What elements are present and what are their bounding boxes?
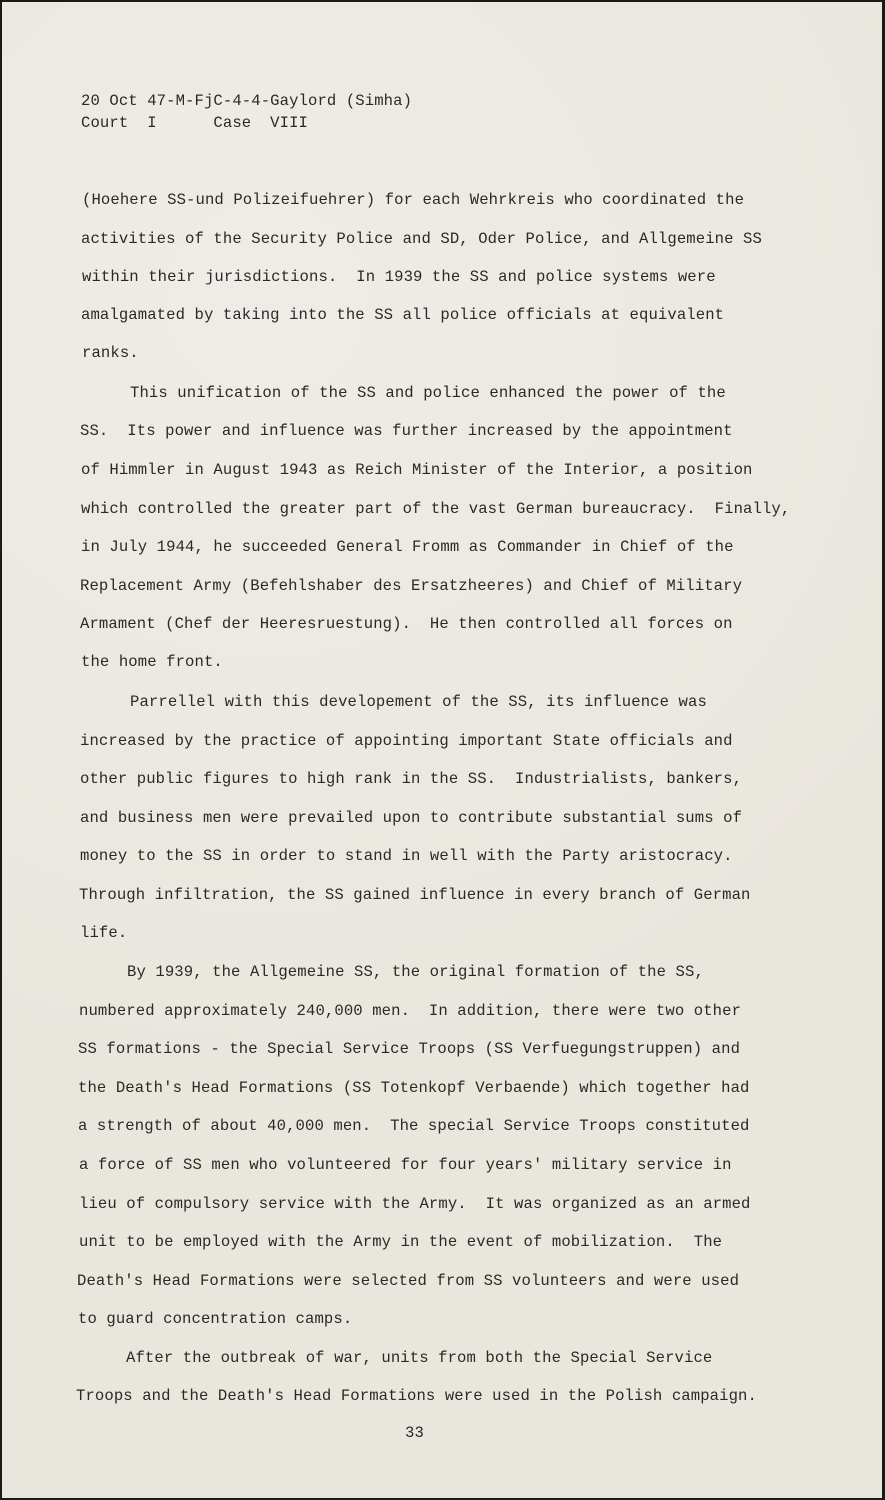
text-line: other public figures to high rank in the SS. Industrialists, bankers, <box>80 770 743 788</box>
text-line: the home front. <box>81 653 223 671</box>
document-page <box>2 2 882 1498</box>
text-line: (Hoehere SS-und Polizeifuehrer) for each Wehrkreis who coordinated the <box>82 191 745 209</box>
text-line: and business men were prevailed upon to contribute substantial sums of <box>80 809 743 827</box>
text-line: life. <box>80 924 128 942</box>
text-line: money to the SS in order to stand in well with the Party aristocracy. <box>80 847 733 865</box>
paragraph-first-line: This unification of the SS and police enhanced the power of the <box>130 384 726 402</box>
text-line: numbered approximately 240,000 men. In addition, there were two other <box>79 1002 742 1020</box>
text-line: ranks. <box>82 344 139 362</box>
paragraph-first-line: After the outbreak of war, units from both the Special Service <box>126 1349 713 1367</box>
text-line: SS. Its power and influence was further increased by the appointment <box>80 422 733 440</box>
paragraph-first-line: By 1939, the Allgemeine SS, the original formation of the SS, <box>127 963 704 981</box>
text-line: unit to be employed with the Army in the event of mobilization. The <box>79 1233 723 1251</box>
text-line: Through infiltration, the SS gained influence in every branch of German <box>79 886 751 904</box>
text-line: which controlled the greater part of the vast German bureaucracy. Finally, <box>81 500 791 518</box>
text-line: a force of SS men who volunteered for four years' military service in <box>79 1156 732 1174</box>
text-line: Replacement Army (Befehlshaber des Ersatzheeres) and Chief of Military <box>80 577 743 595</box>
text-line: lieu of compulsory service with the Army. It was organized as an armed <box>79 1195 751 1213</box>
text-line: Troops and the Death's Head Formations were used in the Polish campaign. <box>76 1387 757 1405</box>
text-line: in July 1944, he succeeded General Fromm as Commander in Chief of the <box>81 538 734 556</box>
text-line: increased by the practice of appointing important State officials and <box>80 732 733 750</box>
text-line: a strength of about 40,000 men. The special Service Troops constituted <box>78 1117 750 1135</box>
header-docket-line: 20 Oct 47-M-FjC-4-4-Gaylord (Simha) <box>81 92 413 110</box>
text-line: SS formations - the Special Service Troops (SS Verfuegungstruppen) and <box>78 1040 741 1058</box>
text-line: of Himmler in August 1943 as Reich Minister of the Interior, a position <box>81 461 753 479</box>
text-line: Death's Head Formations were selected from SS volunteers and were used <box>77 1272 740 1290</box>
header-court-case-line: Court I Case VIII <box>81 114 308 132</box>
paragraph-first-line: Parrellel with this developement of the SS, its influence was <box>130 693 707 711</box>
text-line: amalgamated by taking into the SS all police officials at equivalent <box>81 306 725 324</box>
text-line: the Death's Head Formations (SS Totenkopf Verbaende) which together had <box>78 1079 750 1097</box>
text-line: to guard concentration camps. <box>78 1310 353 1328</box>
text-line: Armament (Chef der Heeresruestung). He then controlled all forces on <box>80 615 733 633</box>
page-number: 33 <box>405 1424 424 1442</box>
text-line: within their jurisdictions. In 1939 the SS and police systems were <box>82 268 716 286</box>
text-line: activities of the Security Police and SD, Oder Police, and Allgemeine SS <box>81 230 762 248</box>
